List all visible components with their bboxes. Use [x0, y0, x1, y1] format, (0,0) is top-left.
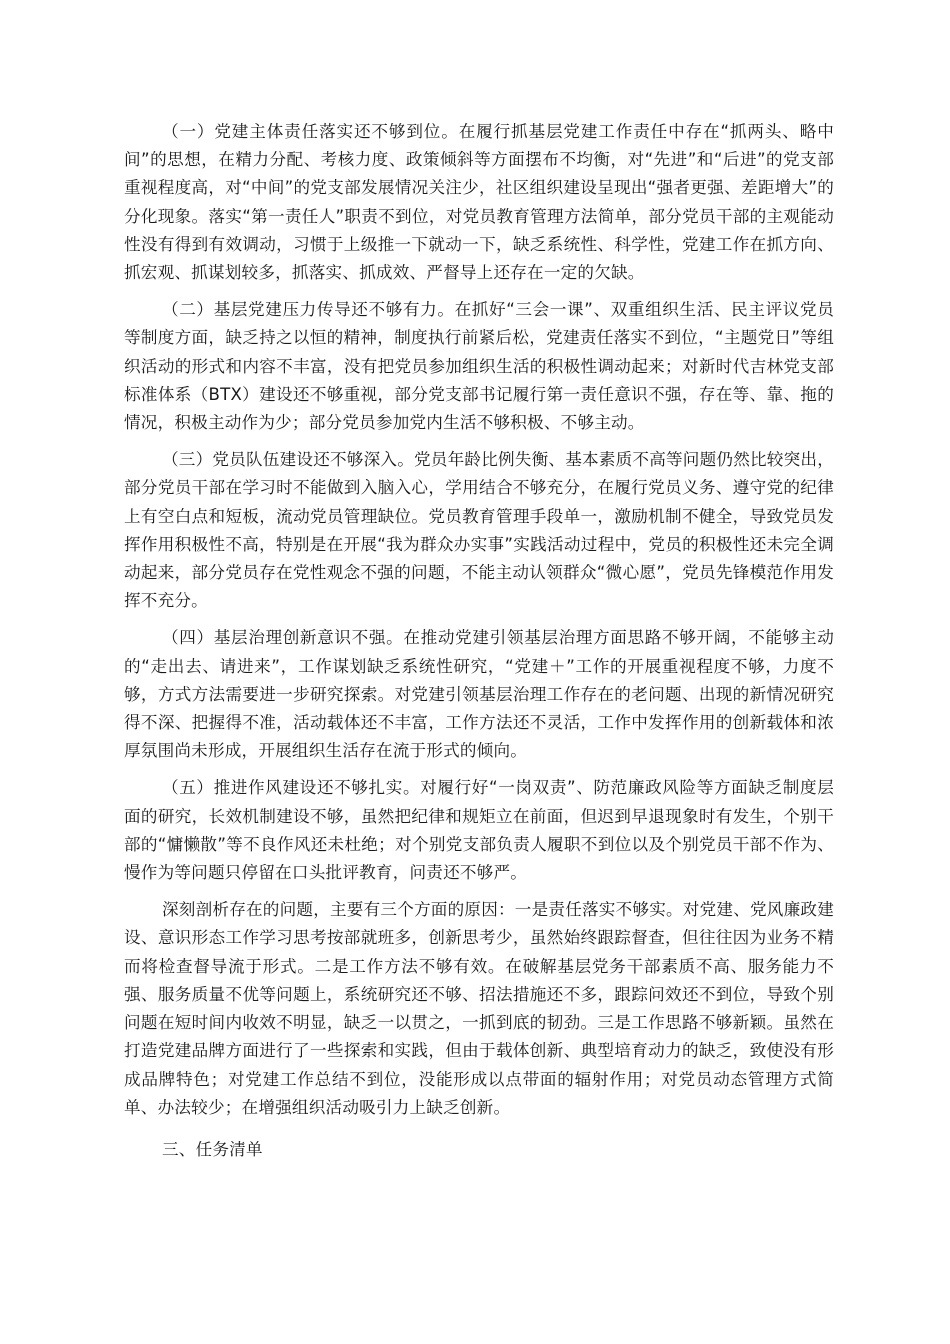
- paragraph-pressure-transmission: （二）基层党建压力传导还不够有力。在抓好“三会一课”、双重组织生活、民主评议党员等制度方面，缺乏持之以恒的精神，制度执行前紧后松，党建责任落实不到位，“主题党日”等组织活动的形式和内容不丰富，没有把党员参加组织生活的积极性调动起来；对新时代吉林党支部标准体系（BTX）建设还不够重视，部分党支部书记履行第一责任意识不强，存在等、靠、拖的情况，积极主动作为少；部分党员参加党内生活不够积极、不够主动。: [124, 300, 834, 433]
- paragraph-work-style: （五）推进作风建设还不够扎实。对履行好“一岗双责”、防范廉政风险等方面缺乏制度层面的研究，长效机制建设不够，虽然把纪律和规矩立在前面，但迟到早退现象时有发生，个别干部的“慵懒散”等不良作风还未杜绝；对个别党支部负责人履职不到位以及个别党员干部不作为、慢作为等问题只停留在口头批评教育，问责还不够严。: [124, 778, 834, 883]
- paragraph-root-cause-analysis: 深刻剖析存在的问题，主要有三个方面的原因：一是责任落实不够实。对党建、党风廉政建设、意识形态工作学习思考按部就班多，创新思考少，虽然始终跟踪督查，但往往因为业务不精而将检查督导流于形式。二是工作方法不够有效。在破解基层党务干部素质不高、服务能力不强、服务质量不优等问题上，系统研究还不够、招法措施还不多，跟踪问效还不到位，导致个别问题在短时间内收效不明显，缺乏一以贯之，一抓到底的韧劲。三是工作思路不够新颖。虽然在打造党建品牌方面进行了一些探索和实践，但由于载体创新、典型培育动力的缺乏，致使没有形成品牌特色；对党建工作总结不到位，没能形成以点带面的辐射作用；对党员动态管理方式简单、办法较少；在增强组织活动吸引力上缺乏创新。: [124, 900, 834, 1117]
- paragraph-party-building-responsibility: （一）党建主体责任落实还不够到位。在履行抓基层党建工作责任中存在“抓两头、略中间”的思想，在精力分配、考核力度、政策倾斜等方面摆布不均衡，对“先进”和“后进”的党支部重视程度高，对“中间”的党支部发展情况关注少，社区组织建设呈现出“强者更强、差距增大”的分化现象。落实“第一责任人”职责不到位，对党员教育管理方法简单，部分党员干部的主观能动性没有得到有效调动，习惯于上级推一下就动一下，缺乏系统性、科学性，党建工作在抓方向、抓宏观、抓谋划较多，抓落实、抓成效、严督导上还存在一定的欠缺。: [124, 122, 834, 283]
- document-page: [124, 118, 834, 1164]
- paragraph-governance-innovation: （四）基层治理创新意识不强。在推动党建引领基层治理方面思路不够开阔，不能够主动的“走出去、请进来”，工作谋划缺乏系统性研究，“党建＋”工作的开展重视程度不够，力度不够，方式方法需要进一步研究探索。对党建引领基层治理工作存在的老问题、出现的新情况研究得不深、把握得不准，活动载体还不丰富，工作方法还不灵活，工作中发挥作用的创新载体和浓厚氛围尚未形成，开展组织生活存在流于形式的倾向。: [124, 628, 834, 761]
- section-heading-task-list: 三、任务清单: [162, 1139, 263, 1159]
- paragraph-member-team-building: （三）党员队伍建设还不够深入。党员年龄比例失衡、基本素质不高等问题仍然比较突出，部分党员干部在学习时不能做到入脑入心，学用结合不够充分，在履行党员义务、遵守党的纪律上有空白点和短板，流动党员管理缺位。党员教育管理手段单一，激励机制不健全，导致党员发挥作用积极性不高，特别是在开展“我为群众办实事”实践活动过程中，党员的积极性还未完全调动起来，部分党员存在党性观念不强的问题，不能主动认领群众“微心愿”，党员先锋模范作用发挥不充分。: [124, 450, 834, 611]
